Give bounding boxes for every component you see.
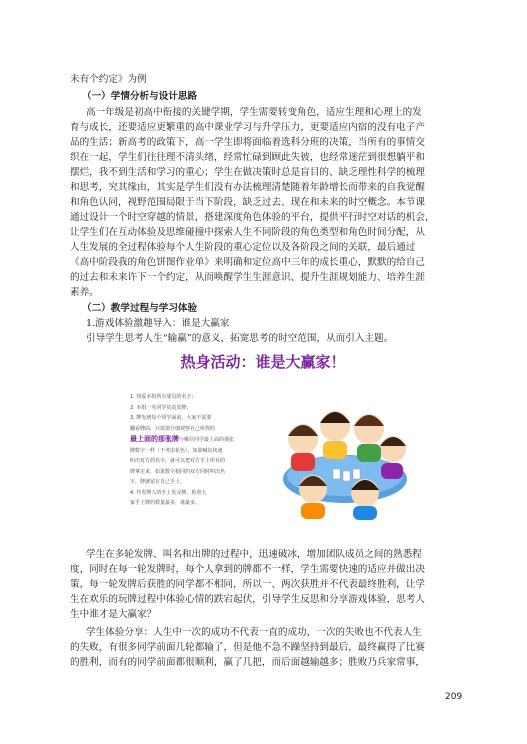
title-fragment: 未有个约定》为例 [70, 74, 147, 85]
rule-line: 叫出对方的名字，就可以把对方手上所有的 [130, 458, 226, 464]
rule-line: 1. 热爱本组所有成员的名字； [130, 394, 197, 400]
page-number: 209 [445, 692, 463, 702]
paragraph-line: 高一年级是初高中衔接的关键学期，学生需要转变角色，适应生理和心理上的发 [86, 107, 422, 118]
paragraph-line: 《高中阶段我的角色饼图作业单》来明确和定位高中三年的成长重心，默默的给自己 [70, 257, 425, 268]
paragraph-line: 学生体验分享：人生中一次的成功不代表一直的成功，一次的失败也不代表人生 [86, 627, 422, 638]
paragraph-line: 的胜利，而有的同学前面都很顺利，赢了几把，而后面越输越多；胜败乃兵家常事， [70, 657, 425, 668]
subheading: 1.游戏体验激趣导入：谁是大赢家 [86, 318, 230, 329]
slide-rules [130, 393, 258, 510]
paragraph-line: 和思考，究其缘由，其实是学生们没有办法梳理清楚随着年龄增长而带来的自我觉醒 [70, 182, 425, 193]
slide-title: 热身活动：谁是大赢家！ [180, 353, 346, 371]
paragraph-line: 生中谁才是大赢家？ [70, 609, 157, 620]
children-playing-cards-illustration [273, 381, 416, 521]
paragraph-line: 引导学生思考人生“输赢”的意义，拓宽思考的时空范围，从而引入主题。 [86, 333, 394, 344]
paragraph-line: 通过设计一个时空穿越的情景，搭建深度角色体验的平台，提供平行时空对话的机会， [70, 212, 435, 223]
paragraph-line: 育与成长，还要适应更繁重的高中课业学习与升学压力，更要适应内宿的没有电子产 [70, 122, 425, 133]
rule-line: 牌数字一样（不考虑花色），如果喊出快速 [130, 447, 223, 454]
section-heading-2: （二）教学过程与学习体验 [82, 303, 198, 314]
paragraph-line: 品的生活；新高考的政策下，高一学生即将面临着选科分班的决策，当所有的事情交 [70, 137, 425, 148]
rule-line: 与哪位同学最上面的那张 [179, 437, 235, 443]
paragraph-line: 人生发展的全过程体验每个人生阶段的重心定位以及各阶段之间的关联，最后通过 [70, 242, 416, 253]
rule-line: 翻看牌面，只需要仔细观察自己所得的 [130, 425, 216, 432]
paragraph-line: 学生在多轮发牌、叫名和出牌的过程中，迅速破冰，增加团队成员之间的熟悉程 [86, 549, 422, 560]
rule-line: 4. 待发牌人的手上发完牌，检查大 [130, 489, 207, 496]
paragraph-line: 的失败，有很多同学前面几轮都输了，但是他不急不躁坚持到最后，最终赢得了比赛 [70, 642, 425, 653]
activity-slide-image [108, 345, 418, 545]
paragraph-line: 的过去和未来许下一个约定，从而唤醒学生生涯意识、提升生涯规划能力、培养生涯 [70, 272, 425, 283]
rule-line: 字，牌就留在自己手上。 [130, 479, 186, 485]
rule-line: 牌拿走来，如果数字相同的双方同时叫出名 [130, 468, 226, 475]
paragraph-line: 策，每一轮发牌后获胜的同学都不相同，所以一、两次获胜并不代表最终胜利，让学 [70, 579, 425, 590]
paragraph-line: 摆烂，我不到生活和学习的重心；学生在做决策时总是盲目的、缺乏理性科学的梳理 [70, 167, 425, 178]
rule-line: 3. 牌发到每个同学面前，大家不需要 [130, 415, 212, 421]
paragraph-line: 让学生们在互动体验及思维碰撞中探索人生不同阶段的角色类型和角色时间分配，从 [70, 227, 425, 238]
paragraph-line: 度，同时在每一轮发牌时，每个人拿到的牌都不一样，学生需要快速的适应并做出决 [70, 564, 425, 575]
paragraph-line: 织在一起，学生们往往理不清头绪，经常忙碌到顾此失彼，也经常迷茫到很想躺平和 [70, 152, 425, 163]
rule-highlight: 最上面的那张牌 [130, 435, 179, 443]
rule-line: 家手上牌的数量最多，谁最多。 [130, 500, 201, 506]
paragraph-line: 素养。 [70, 287, 99, 298]
paragraph-line: 和角色认同，视野范围局限于当下阶段，缺乏过去、现在和未来的时空概念。本节课 [70, 197, 425, 208]
paragraph-line: 生在欢乐的玩牌过程中体验心情的跌宕起伏，引导学生反思和分享游戏体验，思考人 [70, 594, 425, 605]
rule-line: 2. 本组一名同学负责发牌； [130, 404, 192, 411]
section-heading-1: （一）学情分析与设计思路 [82, 91, 198, 102]
